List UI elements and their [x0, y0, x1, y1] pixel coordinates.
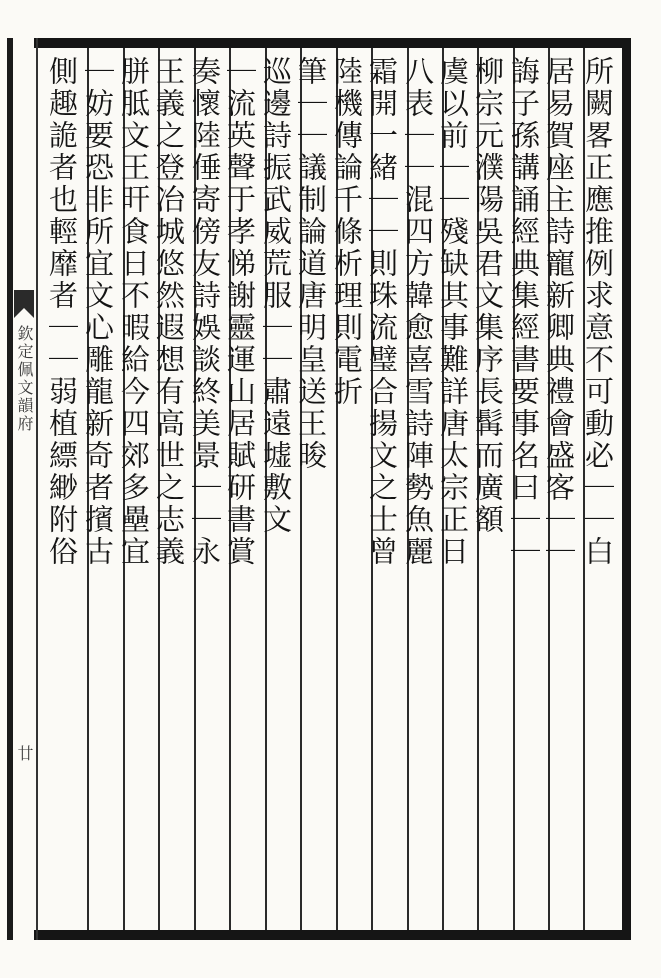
text-column-5: 虞以前｜｜殘缺其事難詳唐太宗正日	[436, 56, 470, 568]
frame-top-border	[34, 38, 631, 48]
margin-leaf-number: 廿	[15, 745, 34, 761]
text-column-1: 所闕畧正應推例求意不可動必｜｜白	[581, 56, 615, 568]
text-column-4: 柳宗元濮陽吳君文集序長髯而廣額	[471, 56, 505, 536]
text-column-6: 八表｜｜混四方韓愈喜雪詩陣勢魚麗	[401, 56, 435, 568]
text-column-3: 誨子孫講誦經典集經書要事名曰｜｜	[507, 56, 541, 568]
text-column-9: 筆｜｜議制論道唐明皇送王晙	[294, 56, 328, 472]
text-column-10: 巡邊詩振武威荒服｜｜肅遠墟敷文	[259, 56, 293, 536]
text-column-8: 陸機傳論千條析理則電折	[330, 56, 364, 408]
text-column-12: 奏懷陸倕寄傍友詩娛談終美景｜｜永	[188, 56, 222, 568]
text-column-7: 霜開一緒｜｜則珠流璧合揚文之士曾	[365, 56, 399, 568]
text-column-13: 王義之登冶城悠然遐想有高世之志義	[152, 56, 186, 568]
text-column-15: ｜妨要恐非所宜文心雕龍新奇者擯古	[81, 56, 115, 568]
outer-left-border	[7, 38, 13, 940]
text-column-11: ｜流英聲于孝悌謝靈運山居賦研書賞	[223, 56, 257, 568]
text-column-14: 胼胝文王旰食日不暇給今四郊多壘宜	[117, 56, 151, 568]
frame-right-border	[622, 38, 631, 940]
text-column-2: 居易賀座主詩寵新卿典禮會盛客｜｜	[542, 56, 576, 568]
fishtail-mark-icon	[14, 290, 34, 318]
frame-bottom-border	[34, 930, 631, 940]
margin-book-title: 欽定佩文韻府	[15, 325, 34, 433]
text-column-16: 側趣詭者也輕靡者｜｜弱植縹緲附俗	[45, 56, 79, 568]
